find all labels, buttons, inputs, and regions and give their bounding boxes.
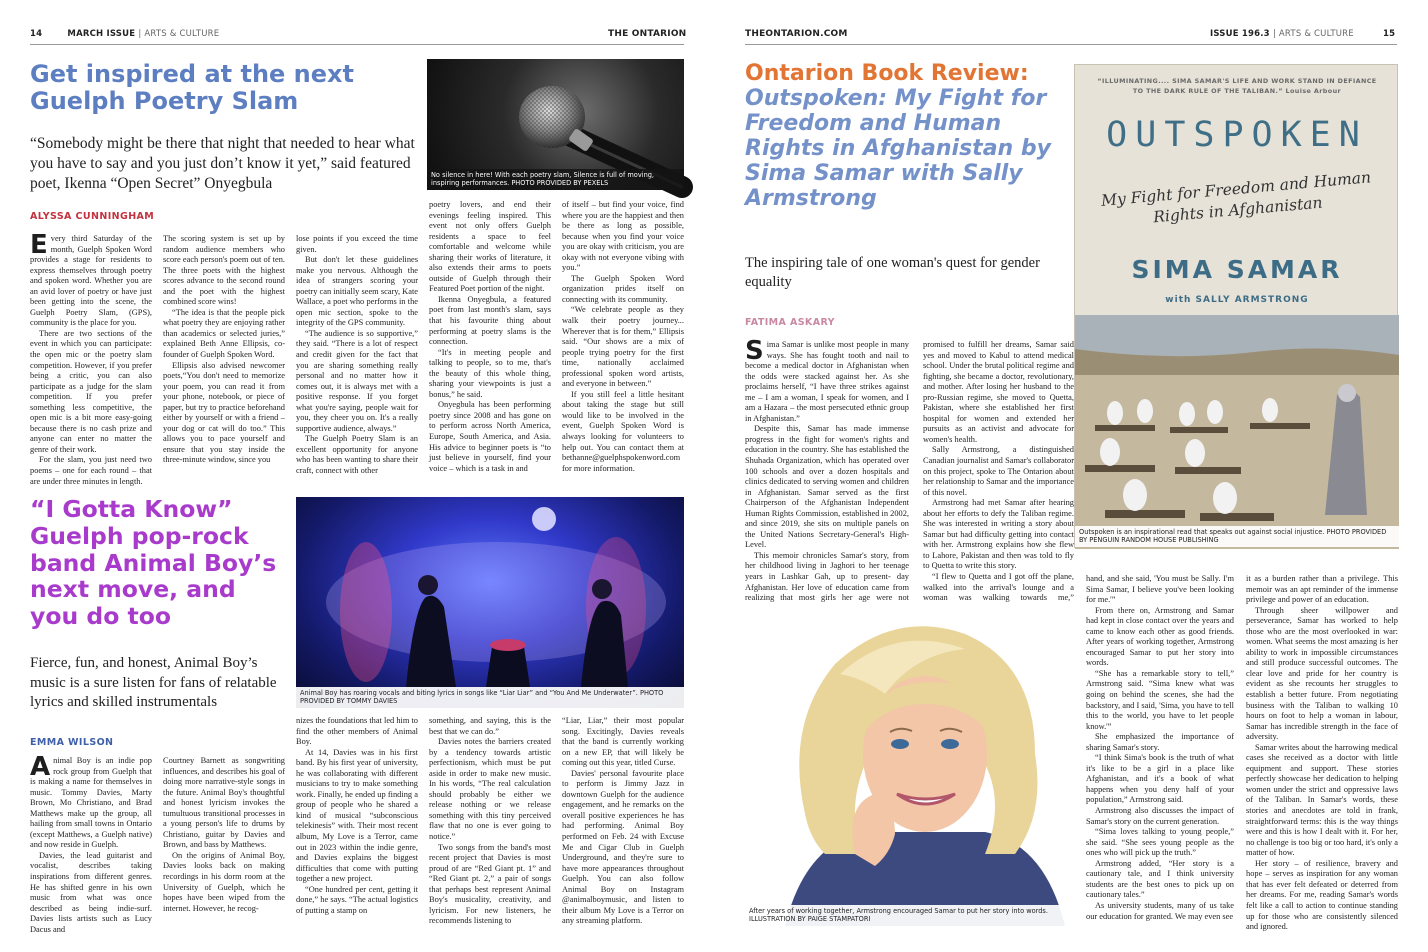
illustration-caption: After years of working together, Armstrong encouraged Samar to put her story into words. ILLUSTRATION BY PAIGE STAMPATORI	[745, 905, 1077, 926]
section-label-left: ARTS & CULTURE	[144, 29, 220, 39]
band-column-5: “Liar, Liar,” their most popular song. Excitingly, Davies reveals that the band is currently working on a new EP, that will likely be coming out this year, titled Curse. Davies' personal favourite place to perform is Jimmy Jazz in downtown Guelph for the audience engagement, and he remarks on the overall positive experiences he has had performing. Animal Boy performed on Feb. 24 with Excuse Me and Cigar Club in Guelph Underground, and they're sure to have more appearances throughout Guelph. You can also follow Animal Boy on Instagram @animalboymusic, and listen to their album My Love is a Terror on any streaming platform.	[562, 716, 684, 926]
book-column-2: promised to fulfill her dreams, Samar said yes and moved to Kabul to attend medical school. Under the brutal political regime and fighting, she became a doctor, revolutionary, and mother. After losing her husband to the pro-Russian regime, she moved to Quetta, Pakistan, where she established her first hospital for women and extended her pursuits as an activist and advocate for women's health. Sally Armstrong, a distinguished Canadian journalist and Samar's collaborator on this project, spoke to The Ontarion about her relationship to Samar and the importance of this novel. Armstrong had met Samar after hearing about her efforts to defy the Taliban regime. She was interested in writing a story about Samar but had difficulty getting into contact with her. Armstrong explains how she flew to Lahore, Pakistan and then was told to fly to Quetta to write this story. “I flew to Quetta and I got off the plane, walked into the arrival's lounge and a woman was walking towards me,”	[923, 340, 1074, 603]
page-number-left: 14	[30, 29, 43, 39]
drop-cap: A	[30, 752, 51, 782]
issue-label-right: ISSUE 196.3	[1210, 29, 1270, 39]
book-column-3: hand, and she said, 'You must be Sally. I'm Sima Samar, I believe you've been looking for me.'” From there on, Armstrong and Samar had kept in close contact over the years and came to know each other as good friends. After years of working together, Armstrong encouraged Samar to put her story into words. “She has a remarkable story to tell,” Armstrong said. “Sima knew what was going on behind the scenes, she had the backstory, and I said, 'Sima, you have to tell this to the world, you have to let people know.'” She emphasized the importance of sharing Samar's story. “I think Sima's book is the truth of what it's like to be a girl in a place like Afghanistan, and it's a book of what happens when you deny half of your population,” Armstrong said. Armstrong also discusses the impact of Samar's story on the current generation. “Sima loves talking to young people,” she said. “She sees young people as the ones who will pick up the truth.” Armstrong added, “Her story is a cautionary tale, and I think university students are the best ones to pick up on cautionary tales.” As university students, many of us take our education for granted. We may even see	[1086, 574, 1234, 921]
book-cover-title: OUTSPOKEN	[1106, 115, 1368, 155]
page-number-right: 15	[1383, 29, 1396, 39]
book-cover-caption: Outspoken is an inspirational read that speaks out against social injustice. PHOTO PROVIDED BY PENGUIN RANDOM HOUSE PUBLISHING	[1075, 526, 1399, 547]
classroom-photo-icon	[1075, 315, 1399, 549]
poetry-column-1: Every third Saturday of the month, Guelph Spoken Word provides a stage for residents to express themselves through poetry and spoken word. Whether you are an avid lover of poetry or have just been getting into the scene, the Guelph Poetry Slam, (GPS), community is the place for you. There are two sections of the event in which you can participate: the open mic or the poetry slam competition. However, if you prefer being a critic, you can also participate as a judge for the slam competition. If you prefer something less competitive, the open mic is a bit more easy-going because there is no cash prize and anyone can enter no matter the genre of their work. For the slam, you just need two poems – one for each round – that are under three minutes in length.	[30, 230, 152, 486]
issue-label-left: MARCH ISSUE	[67, 29, 136, 39]
book-headline-kicker: Ontarion Book Review:	[745, 61, 1029, 86]
header-rule-left	[30, 44, 684, 45]
site-url: THEONTARION.COM	[745, 29, 848, 39]
book-headline-title: Outspoken: My Fight for Freedom and Human Rights in Afghanistan by Sima Samar with Sally Armstrong	[745, 86, 1051, 212]
poetry-column-5: of itself – but find your voice, find where you are the happiest and then be there as long as possible, because when you find your voice you are okay with criticism, you are okay with not everyone vibing with you.” The Guelph Spoken Word organization prides itself on connecting with its community. “We celebrate people as they walk their poetry journey... Wherever that is for them,” Ellipsis said. “Our shows are a mix of people trying poetry for the first time, nationally acclaimed professional spoken word artists, and everyone in between.” If you still feel a little hesitant about taking the stage but still would like to be involved in the event, Guelph Spoken Word is always looking for volunteers to help out. You can contact them at bethanne@guelphspokenword.com for more information.	[562, 200, 684, 473]
book-cover-blurb: “ILLUMINATING.... SIMA SAMAR'S LIFE AND WORK STAND IN DEFIANCE TO THE DARK RULE OF THE TALIBAN.” Louise Arbour	[1097, 77, 1377, 95]
band-photo	[296, 497, 684, 708]
band-byline: EMMA WILSON	[30, 737, 114, 748]
band-photo-caption: Animal Boy has roaring vocals and biting lyrics in songs like “Liar Liar” and “You And Me Underwater”. PHOTO PROVIDED BY TOMMY DAVIES	[296, 687, 684, 708]
poetry-column-4: poetry lovers, and end their evenings feeling inspired. This event not only offers Guelph residents a space to feel comfortable and welcome while sharing their works of literature, it also extends their arms to poets outside of Guelph through their Featured Poet portion of the night. Ikenna Onyegbula, a featured poet from last month's slam, says that his favourite thing about performing at poetry slams is the connection. “It's in meeting people and talking to people, so to me, that's the beauty of this whole thing, sharing your viewpoints is just a bonus,” he said. Onyegbula has been performing poetry since 2008 and has gone on to perform across North America, Europe, South America, and Asia. His advice to beginner poets is “to just believe in yourself, find your voice – which is a task in and	[429, 200, 551, 473]
drop-cap: E	[30, 230, 48, 260]
band-headline: “I Gotta Know” Guelph pop-rock band Animal Boy’s next move, and you do too	[30, 495, 277, 631]
book-column-1: Sima Samar is unlike most people in many ways. She has fought tooth and nail to become a medical doctor in Afghanistan when the odds were stacked against her. As she proclaims herself, “I have three strikes against me – I am a woman, I speak for women, and I am a Hazara – the most persecuted ethnic group in Afghanistan.” Despite this, Samar has made immense progress in the fight for women's rights and education in the country. She has established the Shuhada Organization, which has operated over 100 schools and over a dozen hospitals and clinics dedicated to serving women and children in Afghanistan. Samar served as the first Chairperson of the Afghanistan Independent Human Rights Commission, established in 2002, and since 2019, she sits on multiple panels on the United Nations Secretary-General's High-Level. This memoir chronicles Samar's story, from her childhood living in Jaghori to her teenage years in Lashkar Gah, up to present- day Afghanistan. Her love of education came from realizing that most girls her age were not	[745, 336, 910, 603]
book-cover-author: SIMA SAMAR	[1131, 255, 1343, 284]
band-column-2: Courtney Barnett as songwriting influences, and describes his goal of doing more narrative-style songs in the future. Animal Boy's thoughtful and honest lyricism invokes the tumultuous transitional processes in a young person's life to drums by Christiano, guitar by Davies and Brown, and bass by Matthews. On the origins of Animal Boy, Davies looks back on making recordings in his dorm room at the University of Guelph, which he hopes have been wiped from the internet. However, he recog-	[163, 756, 285, 913]
poetry-column-3: lose points if you exceed the time given. But don't let these guidelines make you nervous. Although the idea of strangers scoring your poetry can initially seem scary, Kate Wallace, a poet who performs in the open mic section, spoke to the integrity of the GPS community. “The audience is so supportive,” they said. “There is a lot of respect and credit given for the fact that you are sharing something really personal and no matter how it comes out, it is always met with a positive response. If you forget what you're saying, people wait for you, they cheer you on. It's a really supportive audience, always.” The Guelph Poetry Slam is an excellent opportunity for anyone who has been wanting to share their craft, connect with other	[296, 234, 418, 476]
left-page-header: 14 MARCH ISSUE | ARTS & CULTURE	[30, 29, 220, 39]
book-cover-subtitle: My Fight for Freedom and Human Rights in Afghanistan	[1100, 168, 1372, 227]
poetry-photo-caption: No silence in here! With each poetry slam, Silence is full of moving, inspiring performances. PHOTO PROVIDED BY PEXELS	[427, 169, 684, 190]
poetry-column-2: The scoring system is set up by random audience members who score each person's poem out of ten. The three poets with the highest scores advance to the second round and the poet with the highest combined score wins! “The idea is that the people pick what poetry they are enjoying rather than academics or selected juries,” explained Beth Anne Ellipsis, co-founder of Guelph Spoken Word. Ellipsis also advised newcomer poets,“You don't need to memorize your poem, you can read it from your phone, notebook, or piece of paper, but try to practice beforehand either by yourself or with a friend – your dog or cat will do too.” This allows you to pace yourself and ensure that you stay inside the three-minute window, since you	[163, 234, 285, 465]
right-page-header: ISSUE 196.3 | ARTS & CULTURE 15	[1210, 29, 1396, 39]
book-cover-coauthor: with SALLY ARMSTRONG	[1165, 295, 1309, 305]
portrait-illustration-icon	[745, 604, 1077, 926]
poetry-deck: “Somebody might be there that night that needed to hear what you have to say and you just don’t know it yet,” said featured poet, Ikenna “Open Secret” Onyegbula	[30, 135, 415, 193]
book-column-4: it as a burden rather than a privilege. This memoir was an apt reminder of the immense privilege and power of an education. Through sheer willpower and perseverance, Samar has worked to help those who are the most overlooked in war: women. What seems the most amazing is her ability to work in impossible circumstances and still produce successful outcomes. The clear love and pride for her country is evident as she recounts her struggles to establish a better future. From negotiating business with the Taliban to walking 10 hours on foot to help a woman in labour, Samar has incredible strength in the face of adversity. Samar writes about the harrowing medical cases she received as a doctor with little equipment and support. These stories perfectly showcase her dedication to helping women under the strict and oppressive laws of the Taliban. In Samar's words, these stories and anecdotes are told in frank, straightforward terms: this is the way things were and this is how I dealt with it. For her, no challenge is too big or too hard, it's only a matter of how. Her story – of resilience, bravery and hope – serves as inspiration for any woman that has ever felt defeated or deterred from her dreams. For me, reading Samar's words felt like a call to action to continue standing up for those who are consistently silenced and ignored.	[1246, 574, 1398, 932]
publication-name: THE ONTARION	[608, 29, 687, 39]
microphone-photo	[427, 59, 684, 190]
poetry-headline: Get inspired at the next Guelph Poetry Slam	[30, 60, 354, 116]
section-label-right: ARTS & CULTURE	[1278, 29, 1354, 39]
book-byline: FATIMA ASKARY	[745, 317, 835, 328]
band-column-4: something, and saying, this is the best that we can do.” Davies notes the barriers created by a tendency towards artistic perfectionism, which must be put aside in order to make new music. In his words, “The real calculation should probably be either we release nothing or we release something with this tiny perceived flaw that no one is ever going to notice.” Two songs from the band's most recent project that Davies is most proud of are “Red Giant pt. 1” and “Red Giant pt. 2,” a pair of songs that perhaps best represent Animal Boy's musicality, creativity, and lyricism. For new listeners, he recommends listening to	[429, 716, 551, 926]
band-column-3: nizes the foundations that led him to find the other members of Animal Boy. At 14, Davies was in his first band. By his first year of university, he was collaborating with different musicians to try to make something work. Finally, he ended up finding a group of people who he shared a kind of musical “subconscious telekinesis” with. Their most recent album, My Love is a Terror, came out in 2023 within the indie genre, and Davies explains the biggest difficulties that come with putting together a new project. “One hundred per cent, getting it done,” he says. “The actual logistics of putting a stamp on	[296, 716, 418, 915]
band-column-1: Animal Boy is an indie pop rock group from Guelph that is making a name for themselves in music. Tommy Davies, Marty Brown, Mo Christiano, and Brad Matthews make up the group, all hailing from small towns in Ontario (except Matthews, a Guelph native) and now reside in Guelph. Davies, the lead guitarist and vocalist, describes taking inspirations from different genres. He has shifted genre in his own music from what was once described as being indie-surf. Davies lists artists such as Lucy Dacus and	[30, 752, 152, 934]
drop-cap: S	[745, 336, 764, 366]
armstrong-illustration	[745, 604, 1077, 926]
header-rule-right	[745, 44, 1397, 45]
poetry-byline: ALYSSA CUNNINGHAM	[30, 211, 155, 222]
book-headline	[745, 61, 1063, 211]
band-stage-icon	[296, 497, 684, 708]
book-cover	[1074, 64, 1398, 548]
band-deck: Fierce, fun, and honest, Animal Boy’s music is a sure listen for fans of relatable lyrics and skilled instrumentals	[30, 655, 277, 710]
book-deck: The inspiring tale of one woman's quest for gender equality	[745, 255, 1040, 290]
